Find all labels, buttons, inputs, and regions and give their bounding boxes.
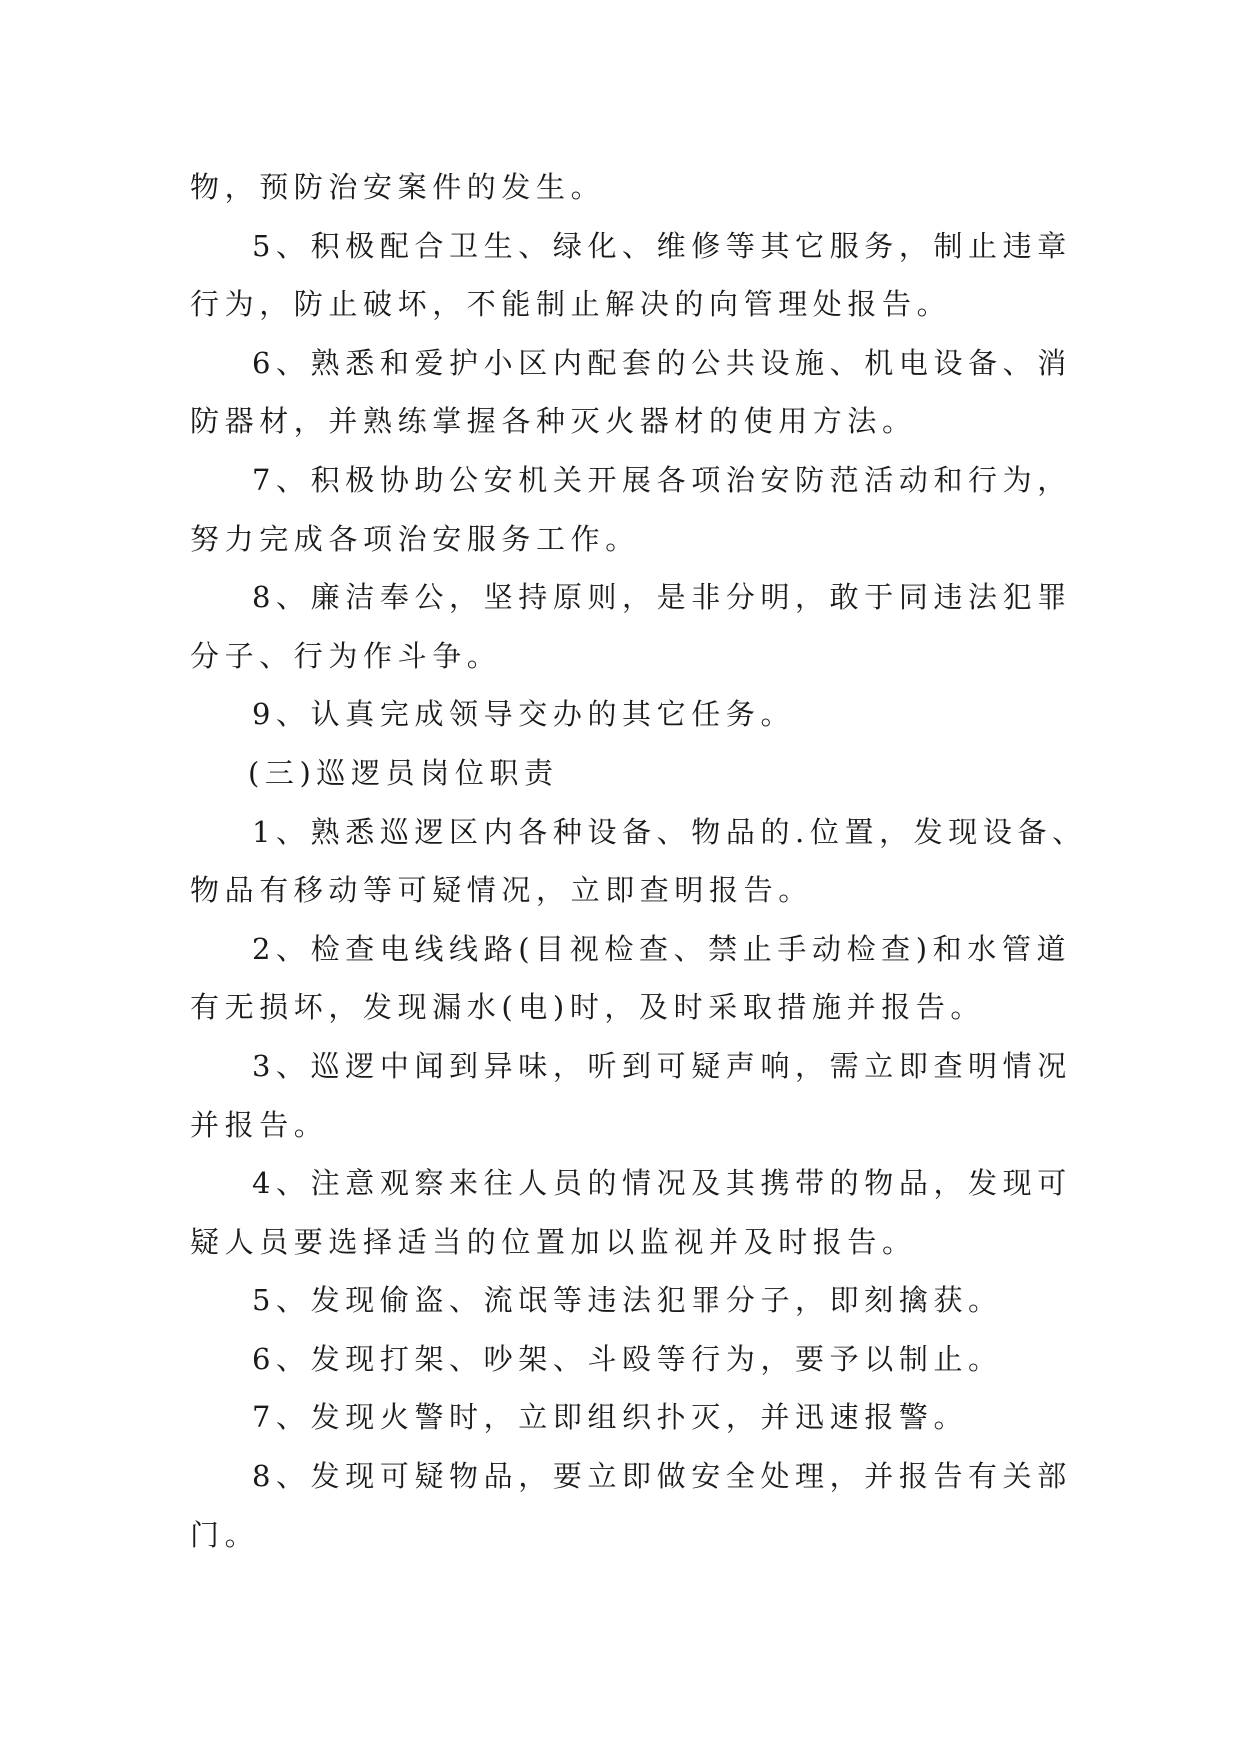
- text-line: 物，预防治安案件的发生。: [190, 170, 606, 204]
- text-line: 有无损坏，发现漏水(电)时，及时采取措施并报告。: [190, 990, 986, 1025]
- text-line: 疑人员要选择适当的位置加以监视并及时报告。: [190, 1224, 917, 1259]
- text-line: 1、熟悉巡逻区内各种设备、物品的.位置，发现设备、: [252, 814, 1087, 849]
- text-line: 3、巡逻中闻到异味，听到可疑声响，需立即查明情况: [252, 1048, 1072, 1083]
- text-line: 8、廉洁奉公，坚持原则，是非分明，敢于同违法犯罪: [252, 580, 1072, 615]
- text-line: 行为，防止破坏，不能制止解决的向管理处报告。: [190, 287, 952, 322]
- text-line: 分子、行为作斗争。: [190, 638, 502, 673]
- text-line: 2、检查电线线路(目视检查、禁止手动检查)和水管道: [252, 931, 1072, 966]
- text-line: 7、积极协助公安机关开展各项治安防范活动和行为，: [252, 462, 1072, 497]
- text-line: 6、发现打架、吵架、斗殴等行为，要予以制止。: [252, 1341, 1003, 1376]
- text-line: 6、熟悉和爱护小区内配套的公共设施、机电设备、消: [252, 345, 1072, 380]
- text-line: 9、认真完成领导交办的其它任务。: [252, 697, 796, 732]
- text-line: 4、注意观察来往人员的情况及其携带的物品，发现可: [252, 1166, 1072, 1201]
- text-line: 物品有移动等可疑情况，立即查明报告。: [190, 873, 813, 908]
- text-line: 防器材，并熟练掌握各种灭火器材的使用方法。: [190, 404, 917, 439]
- text-line: 5、发现偷盗、流氓等违法犯罪分子，即刻擒获。: [252, 1283, 1003, 1318]
- document-body: [190, 158, 1087, 1564]
- text-line: 7、发现火警时，立即组织扑灭，并迅速报警。: [252, 1400, 969, 1435]
- section-heading: (三)巡逻员岗位职责: [248, 755, 559, 790]
- text-line: 门。: [190, 1517, 260, 1552]
- text-line: 努力完成各项治安服务工作。: [190, 521, 640, 556]
- text-line: 5、积极配合卫生、绿化、维修等其它服务，制止违章: [252, 228, 1072, 263]
- text-line: 8、发现可疑物品，要立即做安全处理，并报告有关部: [252, 1459, 1072, 1494]
- text-line: 并报告。: [190, 1107, 329, 1142]
